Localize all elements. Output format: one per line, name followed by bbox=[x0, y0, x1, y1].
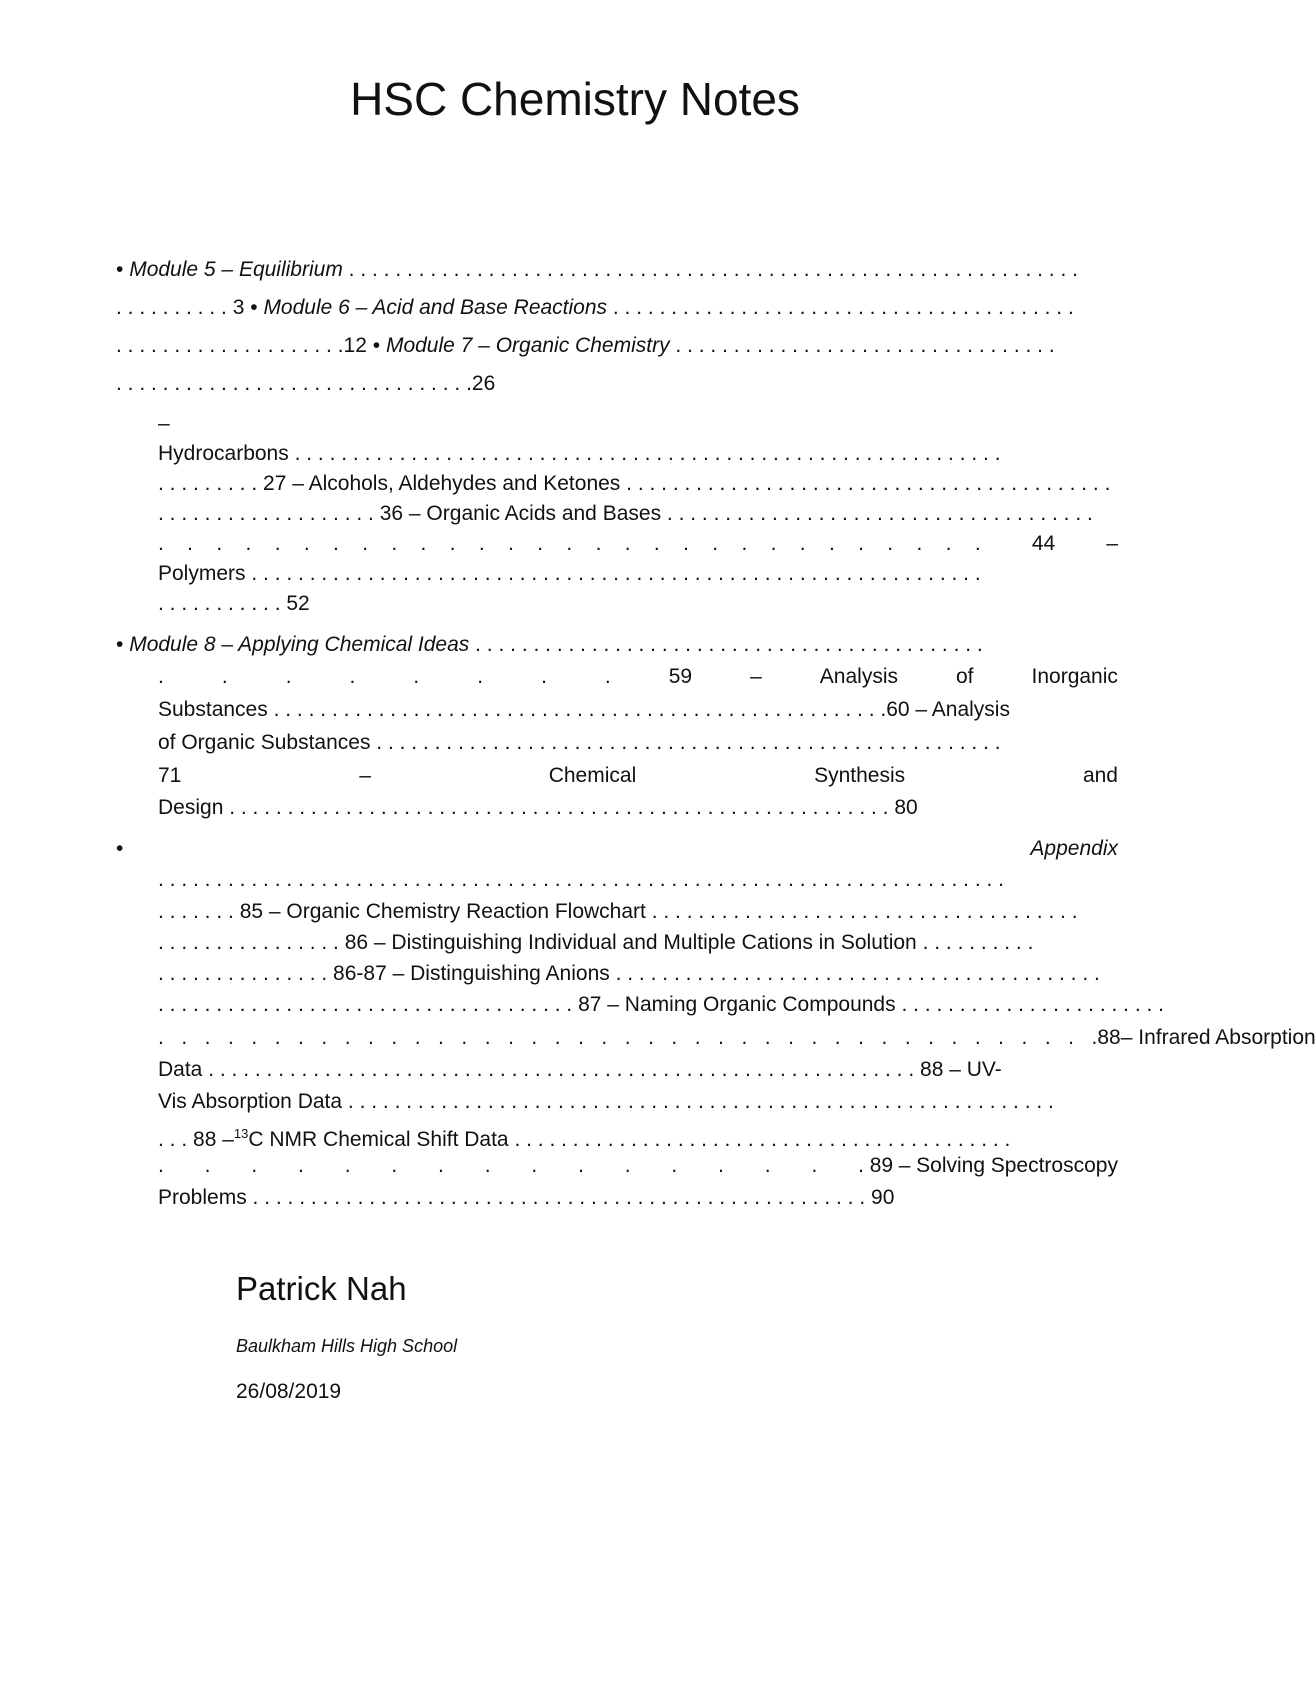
toc-word: Solving bbox=[916, 1154, 986, 1177]
toc-page: 86 bbox=[344, 931, 369, 954]
toc-label: Appendix bbox=[1030, 837, 1118, 860]
toc-entry-alcohols bbox=[158, 470, 1110, 498]
bullet: • bbox=[116, 633, 124, 656]
toc-word: Spectroscopy bbox=[990, 1154, 1118, 1177]
toc-label: Polymers bbox=[158, 562, 246, 585]
toc-line bbox=[158, 1024, 1316, 1052]
toc-label: – Infrared Absorption bbox=[1120, 1026, 1316, 1049]
toc-dash: – bbox=[158, 412, 170, 435]
toc-dash: – bbox=[222, 1128, 234, 1151]
dot-leader: . . . . . . . . . . . . . . . . . . . . . . . . . . . . . . . . . bbox=[675, 334, 1055, 357]
dot-leader: . . . . . . . . . . . . . . . . . . . . . . . . . . . . . . . . . . . . . . . . . . bbox=[615, 962, 1100, 985]
toc-page: 86-87 bbox=[333, 962, 387, 985]
dot-leader: . . . . . . . . . . . . . . . . . . . . . . . . . . . . . . . . . . . . . . . . . . . . . . . . . . . . . . . . . . . . . bbox=[208, 1058, 921, 1081]
toc-entry-appendix bbox=[116, 835, 1118, 863]
toc-word: Synthesis bbox=[814, 764, 906, 787]
toc-page: 12 bbox=[343, 334, 367, 357]
dot-leader: . . . . . . . . . . . . . . . . . . . . . . . . . . . . . . . . . . . . . . . . . . . . . . . . . . . . . . . . . . . . . . . bbox=[348, 258, 1078, 281]
toc-page: 59 bbox=[668, 665, 693, 688]
toc-entry-naming bbox=[158, 991, 1164, 1019]
toc-page: 60 bbox=[886, 698, 910, 721]
dot-leader: . . . . . . . . . . . . . . . . . . . . bbox=[116, 334, 344, 357]
toc-label: – Organic Chemistry Reaction Flowchart bbox=[268, 900, 646, 923]
toc-word: Chemical bbox=[548, 764, 637, 787]
dot-leader: . bbox=[604, 665, 611, 688]
toc-label: Module 5 – Equilibrium bbox=[129, 258, 343, 281]
dot-leader: . . . . . . . . . . . . . . . . . . . . . . . . . . . . . . . . . . . . . . . . . . . . bbox=[475, 633, 983, 656]
toc-label: Data bbox=[158, 1058, 203, 1081]
toc-line bbox=[158, 866, 1004, 894]
dot-leader: . . . . . . . . . . . . . . . . . . . . . . . . . . . . . . . . . . . . . . . . . . . . . . . . . . . . . bbox=[252, 1186, 872, 1209]
toc-line bbox=[158, 590, 310, 618]
toc-word: – bbox=[750, 665, 762, 688]
toc-page: 85 bbox=[239, 900, 264, 923]
toc-page: 71 bbox=[158, 764, 182, 787]
dot-leader: . . . . . . . . . . bbox=[922, 931, 1034, 954]
dot-leader: . . . . . . . . . . bbox=[116, 296, 233, 319]
dot-leader: . . . . . . . . . . . . . . . . . . . . . . . . . . . . . . . . . . . . . bbox=[666, 502, 1093, 525]
dot-leader: . bbox=[221, 665, 228, 688]
dot-leader: . . . . . . . . . . . . . . . . . . . . . . . . . . . . . . . . . . . . . . . . . . . . . . . . . . . . . . bbox=[376, 731, 1001, 754]
dot-leader: . bbox=[285, 665, 292, 688]
toc-label: – UV- bbox=[949, 1058, 1002, 1081]
dot-leader: . . . . . . . . . . . . . . . bbox=[158, 962, 334, 985]
toc-label: Hydrocarbons bbox=[158, 442, 289, 465]
toc-line bbox=[158, 530, 1118, 558]
toc-entry-hydrocarbons bbox=[158, 440, 1001, 468]
toc-entry-synthesis bbox=[158, 794, 918, 822]
toc-page: 44 bbox=[1031, 532, 1056, 555]
dot-leader: . . . . . . . bbox=[158, 900, 240, 923]
toc-label: – Distinguishing Individual and Multiple Cations in Solution bbox=[373, 931, 917, 954]
bullet: • bbox=[250, 296, 258, 319]
toc-line bbox=[158, 1152, 1118, 1180]
toc-entry-spectroscopy bbox=[158, 1184, 894, 1212]
document-title: HSC Chemistry Notes bbox=[350, 73, 800, 125]
toc-label: – Alcohols, Aldehydes and Ketones bbox=[292, 472, 621, 495]
bullet: • bbox=[116, 258, 124, 281]
toc-word: Analysis bbox=[819, 665, 898, 688]
toc-entry-flowchart bbox=[158, 898, 1078, 926]
school-name: Baulkham Hills High School bbox=[236, 1336, 458, 1356]
toc-page: 27 bbox=[263, 472, 287, 495]
toc-word: – bbox=[359, 764, 371, 787]
dot-leader: . . . . . . . . . . . . . . . . . . . bbox=[158, 502, 380, 525]
toc-label: – Organic Acids and Bases bbox=[408, 502, 662, 525]
toc-page: 88 bbox=[920, 1058, 944, 1081]
dot-leader: . bbox=[541, 665, 547, 688]
toc-label: – Distinguishing Anions bbox=[392, 962, 610, 985]
dot-leader: . . . . . . . . . . . . . . . . . . . . . . . . . . . . . . . . . . . . . . . . . . . . . . . . . . . . . . . . . bbox=[229, 796, 895, 819]
toc-page: 80 bbox=[894, 796, 918, 819]
dot-leader: . . . . . . . . . . . . . . . . . . . . . . . . . . . . . . . . . . . . . . . . . . . bbox=[514, 1128, 1011, 1151]
toc-line bbox=[158, 663, 1118, 691]
dot-leader: . . . . . . . . . . . . . . . . . . . . . . . . . . . . . . . . . . . . . . . . . . . . . . . . . . . . . . . . . . . . . bbox=[294, 442, 1001, 465]
dot-leader: . . . . . . . . . . . . . . . . . . . . . . . . . . . . . . . . . . . . . . . . . . . . . . . . . . . . . . . . . . . . . bbox=[347, 1090, 1054, 1113]
toc-entry-inorganic bbox=[158, 696, 1010, 724]
toc-page: 3 bbox=[232, 296, 245, 319]
toc-page: 26 bbox=[471, 372, 496, 395]
toc-entry-organic-analysis bbox=[158, 729, 1001, 757]
dot-leader: . bbox=[158, 665, 164, 688]
isotope-superscript: 13 bbox=[233, 1126, 249, 1141]
toc-page: 89 bbox=[869, 1154, 894, 1177]
dot-leader: . . . . . . . . . . . . . . . . . . . . . . . . . . . . . . . . . . . . bbox=[158, 993, 579, 1016]
dot-leader: . . . . . . . . . . . . . . . . . . . . . . . . . . . . . . . . . . . . . . . . . . . . . . . . . . . . . . . . . . . . . . . . . . . . . . . . . bbox=[158, 868, 1004, 891]
dot-leader: . bbox=[349, 665, 356, 688]
dot-leader: . . . . . . . . . . . . . . . . . . . . . . . . . . . . . . . . . . . . . . . . . bbox=[158, 1026, 1098, 1049]
toc-page: 90 bbox=[871, 1186, 895, 1209]
toc-entry-module-5 bbox=[116, 256, 1078, 284]
toc-line bbox=[158, 762, 1118, 790]
dot-leader: . . . . . . . . . . . . . . . . . . . . . . . . . . . . . . . bbox=[116, 372, 472, 395]
toc-label: Module 8 – Applying Chemical Ideas bbox=[129, 633, 470, 656]
toc-page: 52 bbox=[286, 592, 310, 615]
toc-entry-acids-bases bbox=[158, 500, 1093, 528]
toc-entry-nmr bbox=[158, 1120, 1010, 1154]
toc-label: Design bbox=[158, 796, 224, 819]
author-name: Patrick Nah bbox=[236, 1270, 407, 1307]
toc-entry-module-6 bbox=[116, 294, 1074, 322]
toc-entry-polymers bbox=[158, 560, 981, 588]
toc-label: Module 7 – Organic Chemistry bbox=[385, 334, 670, 357]
dot-leader: . . . . . . . . . . . . . . . . bbox=[158, 931, 345, 954]
dot-leader: . . . . . . . . . . . . . . . . bbox=[158, 1154, 864, 1177]
toc-entry-module-8 bbox=[116, 631, 983, 659]
toc-entry-infrared bbox=[158, 1056, 1002, 1084]
toc-entry-cations bbox=[158, 929, 1033, 957]
dot-leader: . . . . . . . . . . . . . . . . . . . . . . . . . . . . . . . . . . . . . . . . bbox=[612, 296, 1074, 319]
toc-dash: – bbox=[1106, 532, 1118, 555]
dot-leader: . . . . . . . . . . . . . . . . . . . . . . . . . . . . . . . . . . . . . bbox=[651, 900, 1078, 923]
toc-entry-module-7 bbox=[116, 332, 1055, 360]
dot-leader: . . . . . . . . . . . . . . . . . . . . . . . . . . . . . bbox=[158, 532, 981, 555]
dot-leader: . . . . . . . . . . . bbox=[158, 592, 287, 615]
bullet: • bbox=[372, 334, 381, 357]
toc-label: of Organic Substances bbox=[158, 731, 371, 754]
toc-label: Problems bbox=[158, 1186, 247, 1209]
dot-leader: . bbox=[477, 665, 484, 688]
dot-leader: . . . . . . . . . . . . . . . . . . . . . . . . . . . . . . . . . . . . . . . . . . . . . . . . . . . . . bbox=[273, 698, 887, 721]
toc-label: – Analysis bbox=[915, 698, 1010, 721]
dot-leader: . . . . . . . . . . . . . . . . . . . . . . . . . . . . . . . . . . . . . . . . . . . . . . . . . . . . . . . . . . . . . . . bbox=[251, 562, 981, 585]
toc-word: Inorganic bbox=[1031, 665, 1118, 688]
toc-label: C NMR Chemical Shift Data bbox=[248, 1128, 509, 1151]
toc-word: – bbox=[898, 1154, 911, 1177]
dot-leader: . . . . . . . . . . . . . . . . . . . . . . . . . . . . . . . . . . . . . . . . . . bbox=[626, 472, 1111, 495]
toc-label: – Naming Organic Compounds bbox=[607, 993, 896, 1016]
toc-word: and bbox=[1082, 764, 1118, 787]
toc-page: 88 bbox=[1097, 1026, 1121, 1049]
toc-line bbox=[116, 370, 495, 398]
toc-label: Vis Absorption Data bbox=[158, 1090, 343, 1113]
toc-word: of bbox=[956, 665, 974, 688]
dot-leader: . . . . . . . . . . . . . . . . . . . . . . . bbox=[901, 993, 1165, 1016]
toc-label: Module 6 – Acid and Base Reactions bbox=[263, 296, 608, 319]
document-date: 26/08/2019 bbox=[236, 1380, 342, 1403]
dot-leader: . bbox=[413, 665, 420, 688]
toc-page: 36 bbox=[379, 502, 404, 525]
toc-entry-uv-vis bbox=[158, 1088, 1054, 1116]
toc-label: Substances bbox=[158, 698, 268, 721]
toc-entry-anions bbox=[158, 960, 1100, 988]
dot-leader: . . . . . . . . . bbox=[158, 472, 264, 495]
toc-page: 87 bbox=[578, 993, 602, 1016]
toc-page: 88 bbox=[193, 1128, 217, 1151]
dot-leader: . . . bbox=[158, 1128, 194, 1151]
bullet: • bbox=[116, 837, 124, 860]
